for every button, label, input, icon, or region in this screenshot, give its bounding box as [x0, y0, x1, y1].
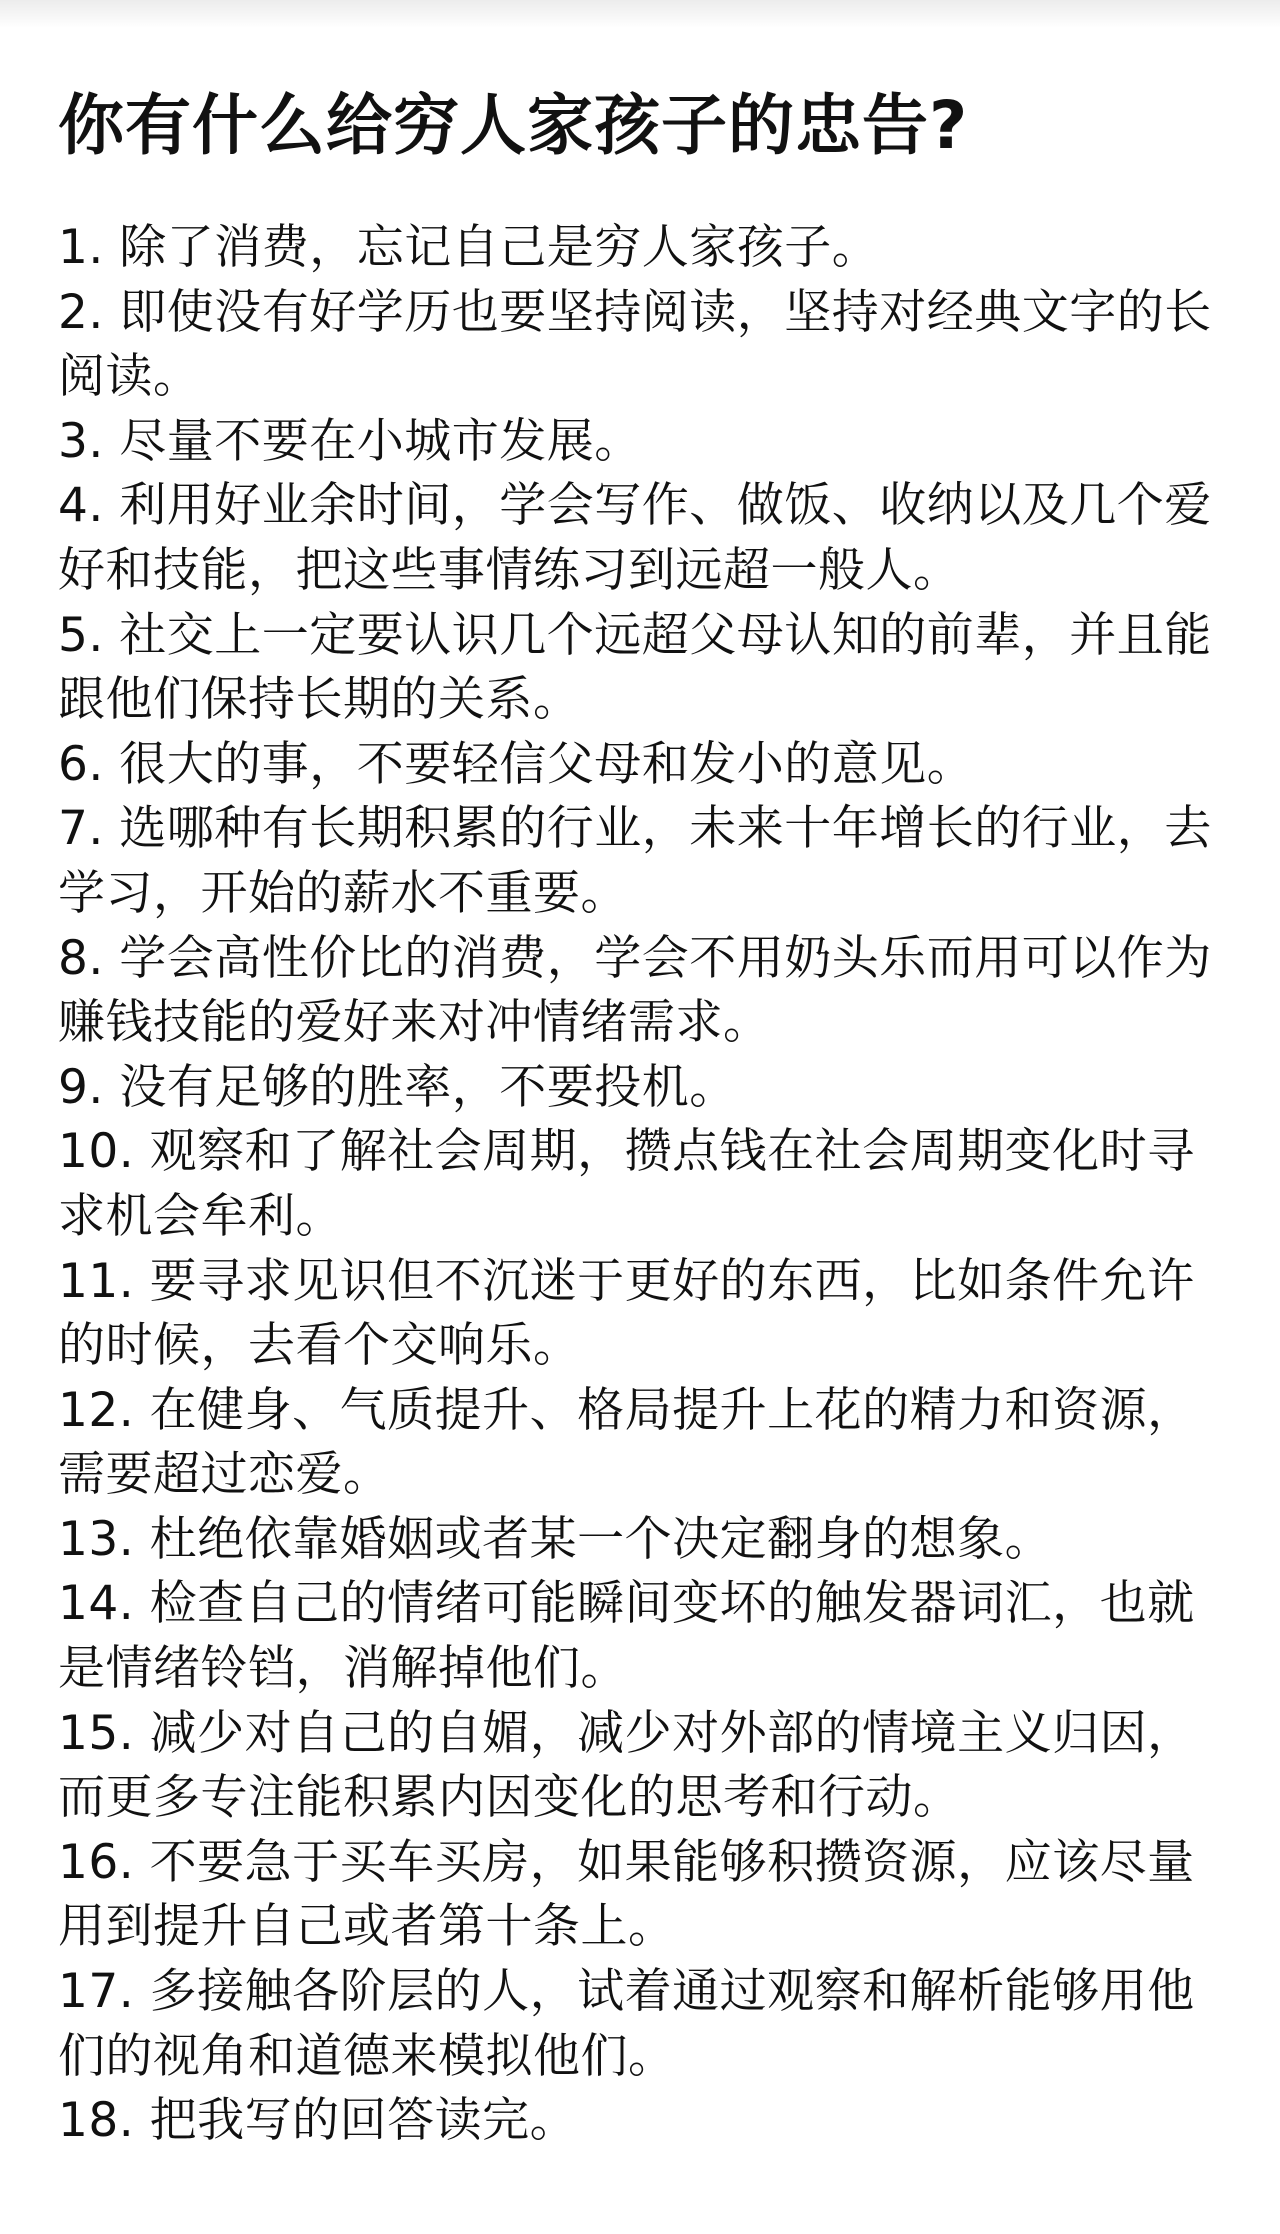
page-title: 你有什么给穷人家孩子的忠告? [58, 87, 969, 164]
list-item: 16. 不要急于买车买房，如果能够积攒资源，应该尽量用到提升自己或者第十条上。 [58, 1834, 1195, 1955]
list-item: 17. 多接触各阶层的人，试着通过观察和解析能够用他们的视角和道德来模拟他们。 [58, 1964, 1195, 2084]
list-item: 2. 即使没有好学历也要坚持阅读，坚持对经典文字的长阅读。 [58, 284, 1212, 405]
advice-list [58, 216, 1238, 2154]
list-item: 9. 没有足够的胜率，不要投机。 [58, 1059, 737, 1115]
list-item: 13. 杜绝依靠婚姻或者某一个决定翻身的想象。 [58, 1511, 1053, 1567]
list-item: 12. 在健身、气质提升、格局提升上花的精力和资源，需要超过恋爱。 [58, 1382, 1195, 1503]
article [58, 78, 1238, 2154]
list-item: 4. 利用好业余时间，学会写作、做饭、收纳以及几个爱好和技能，把这些事情练习到远超一般人。 [58, 478, 1212, 598]
list-item: 15. 减少对自己的自媚，减少对外部的情境主义归因，而更多专注能积累内因变化的思考和行动。 [58, 1705, 1195, 1826]
list-item: 8. 学会高性价比的消费，学会不用奶头乐而用可以作为赚钱技能的爱好来对冲情绪需求。 [58, 930, 1212, 1051]
top-shadow-bar [0, 0, 1280, 28]
list-item: 6. 很大的事，不要轻信父母和发小的意见。 [58, 736, 975, 792]
list-item: 10. 观察和了解社会周期，攒点钱在社会周期变化时寻求机会牟利。 [58, 1124, 1195, 1244]
list-item: 7. 选哪种有长期积累的行业，未来十年增长的行业，去学习，开始的薪水不重要。 [58, 801, 1212, 921]
list-item: 1. 除了消费，忘记自己是穷人家孩子。 [58, 220, 880, 275]
list-item: 5. 社交上一定要认识几个远超父母认知的前辈，并且能跟他们保持长期的关系。 [58, 607, 1212, 728]
list-item: 3. 尽量不要在小城市发展。 [58, 413, 642, 469]
list-item: 14. 检查自己的情绪可能瞬间变坏的触发器词汇，也就是情绪铃铛，消解掉他们。 [58, 1576, 1195, 1697]
list-item: 18. 把我写的回答读完。 [58, 2093, 578, 2149]
list-item: 11. 要寻求见识但不沉迷于更好的东西，比如条件允许的时候，去看个交响乐。 [58, 1253, 1195, 1374]
